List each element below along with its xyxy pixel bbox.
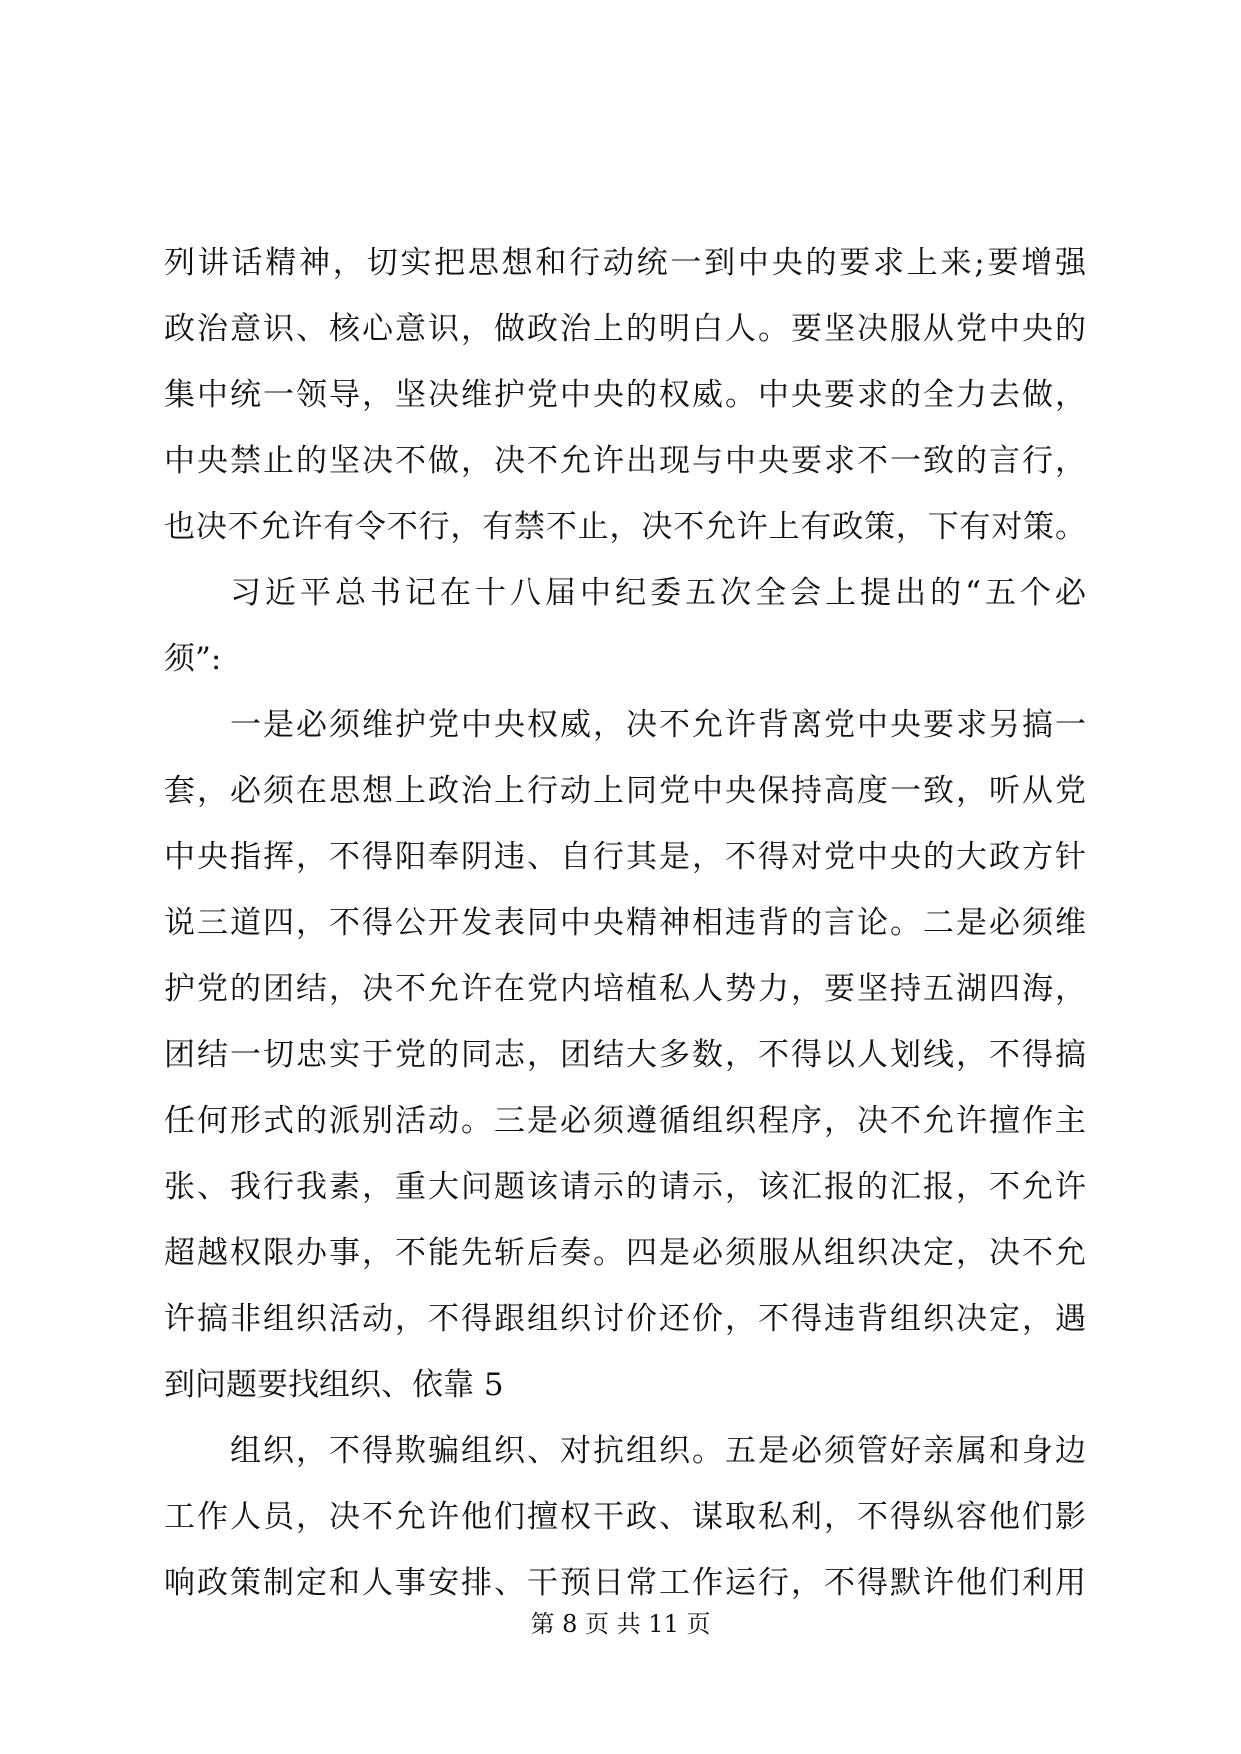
text-line: 集中统一领导，坚决维护党中央的权威。中央要求的全力去做， (164, 377, 1086, 413)
text-line: 中央禁止的坚决不做，决不允许出现与中央要求不一致的言行， (164, 443, 1086, 479)
text-line: 任何形式的派别活动。三是必须遵循组织程序，决不允许擅作主 (164, 1103, 1086, 1139)
text-line: 也决不允许有令不行，有禁不止，决不允许上有政策，下有对策。 (164, 509, 1086, 545)
paragraph-first-line: 组织，不得欺骗组织、对抗组织。五是必须管好亲属和身边 (230, 1433, 1086, 1469)
text-line: 张、我行我素，重大问题该请示的请示，该汇报的汇报，不允许 (164, 1169, 1086, 1205)
text-line: 套，必须在思想上政治上行动上同党中央保持高度一致，听从党 (164, 773, 1086, 809)
text-line: 团结一切忠实于党的同志，团结大多数，不得以人划线，不得搞 (164, 1037, 1086, 1073)
text-line: 中央指挥，不得阳奉阴违、自行其是，不得对党中央的大政方针 (164, 839, 1086, 875)
text-line: 工作人员，决不允许他们擅权干政、谋取私利，不得纵容他们影 (164, 1499, 1086, 1535)
text-line: 超越权限办事，不能先斩后奏。四是必须服从组织决定，决不允 (164, 1235, 1086, 1271)
text-line: 响政策制定和人事安排、干预日常工作运行，不得默许他们利用 (164, 1565, 1086, 1601)
document-body (164, 230, 1086, 1616)
page-number-footer: 第 8 页 共 11 页 (530, 1610, 711, 1638)
text-line: 许搞非组织活动，不得跟组织讨价还价，不得违背组织决定，遇 (164, 1301, 1086, 1337)
text-line: 到问题要找组织、依靠 5 (164, 1367, 504, 1403)
text-line: 须”: (164, 641, 222, 677)
paragraph-first-line: 一是必须维护党中央权威，决不允许背离党中央要求另搞一 (230, 707, 1086, 743)
text-line: 说三道四，不得公开发表同中央精神相违背的言论。二是必须维 (164, 905, 1086, 941)
text-line: 政治意识、核心意识，做政治上的明白人。要坚决服从党中央的 (164, 311, 1086, 347)
paragraph-first-line: 习近平总书记在十八届中纪委五次全会上提出的“五个必 (230, 575, 1086, 611)
text-line: 护党的团结，决不允许在党内培植私人势力，要坚持五湖四海， (164, 971, 1086, 1007)
text-line: 列讲话精神，切实把思想和行动统一到中央的要求上来;要增强 (164, 245, 1086, 281)
